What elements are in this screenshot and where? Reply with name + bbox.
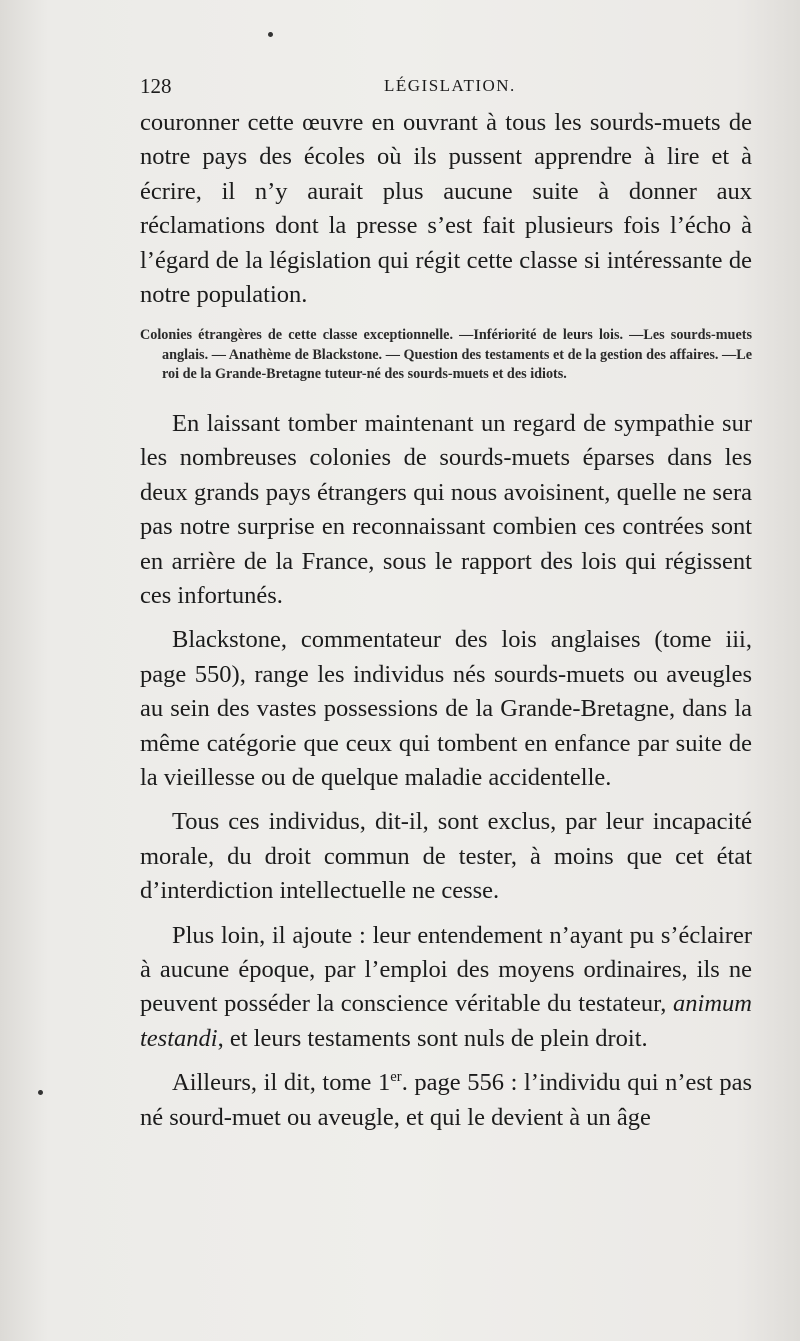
ink-speck — [38, 1090, 43, 1095]
text-segment: . page 556 : l’individu qui n’est pas né sourd-muet ou aveugle, et qui le devient à un âge — [140, 1069, 752, 1131]
paragraph-colonies: En laissant tomber maintenant un regard de sympathie sur les nombreuses colonies de sourds-muets éparses dans les deux grands pays étrangers qui nous avoisinent, quelle ne sera pas notre surprise en reconnaissant combien ces contrées sont en arrière de la France, sous le rapport des lois qui régissent ces infortunés. — [140, 409, 752, 609]
ink-speck — [268, 32, 273, 37]
section-summary: Colonies étrangères de cette classe exceptionnelle. —Infériorité de leurs lois. —Les sourds-muets anglais. — Anathème de Blackstone. — Question des testaments et de la gestion des affaires. —Le roi de la Grande-Bretagne tuteur-né des sourds-muets et des idiots. — [140, 327, 752, 383]
paragraph-blackstone: Blackstone, commentateur des lois anglaises (tome iii, page 550), range les individus nés sourds-muets ou aveugles au sein des vastes possessions de la Grande-Bretagne, dans la même catégorie que ceux qui tombent en enfance par suite de la vieillesse ou de quelque maladie accidentelle. — [140, 626, 752, 791]
paragraph-ailleurs — [140, 1066, 752, 1135]
text-segment: , et leurs testaments sont nuls de plein droit. — [217, 1024, 648, 1052]
text-segment: Ailleurs, il dit, tome 1 — [172, 1069, 391, 1097]
paragraph-plus-loin — [140, 919, 752, 1057]
ordinal-superscript: er — [390, 1069, 402, 1086]
page-number: 128 — [140, 74, 172, 98]
paragraph-continuation: couronner cette œuvre en ouvrant à tous les sourds-muets de notre pays des écoles où ils pussent apprendre à lire et à écrire, il n’y aurait plus aucune suite à donner aux réclamations dont la presse s’est fait plusieurs fois l’écho à l’égard de la législation qui régit cette classe si intéressante de notre population. — [140, 109, 752, 309]
running-head: LÉGISLATION. — [384, 76, 516, 95]
text-segment: Plus loin, il ajoute : leur entendement n’ayant pu s’éclairer à aucune époque, par l’emploi des moyens ordinaires, ils ne peuvent posséder la conscience véritable du testateur, — [140, 921, 752, 1018]
body-text — [140, 106, 752, 1135]
latin-phrase: animum testandi — [140, 990, 752, 1052]
paragraph-individus: Tous ces individus, dit-il, sont exclus, par leur incapacité morale, du droit commun de tester, à moins que cet état d’interdiction intellectuelle ne cesse. — [140, 808, 752, 905]
page-header — [140, 74, 760, 104]
